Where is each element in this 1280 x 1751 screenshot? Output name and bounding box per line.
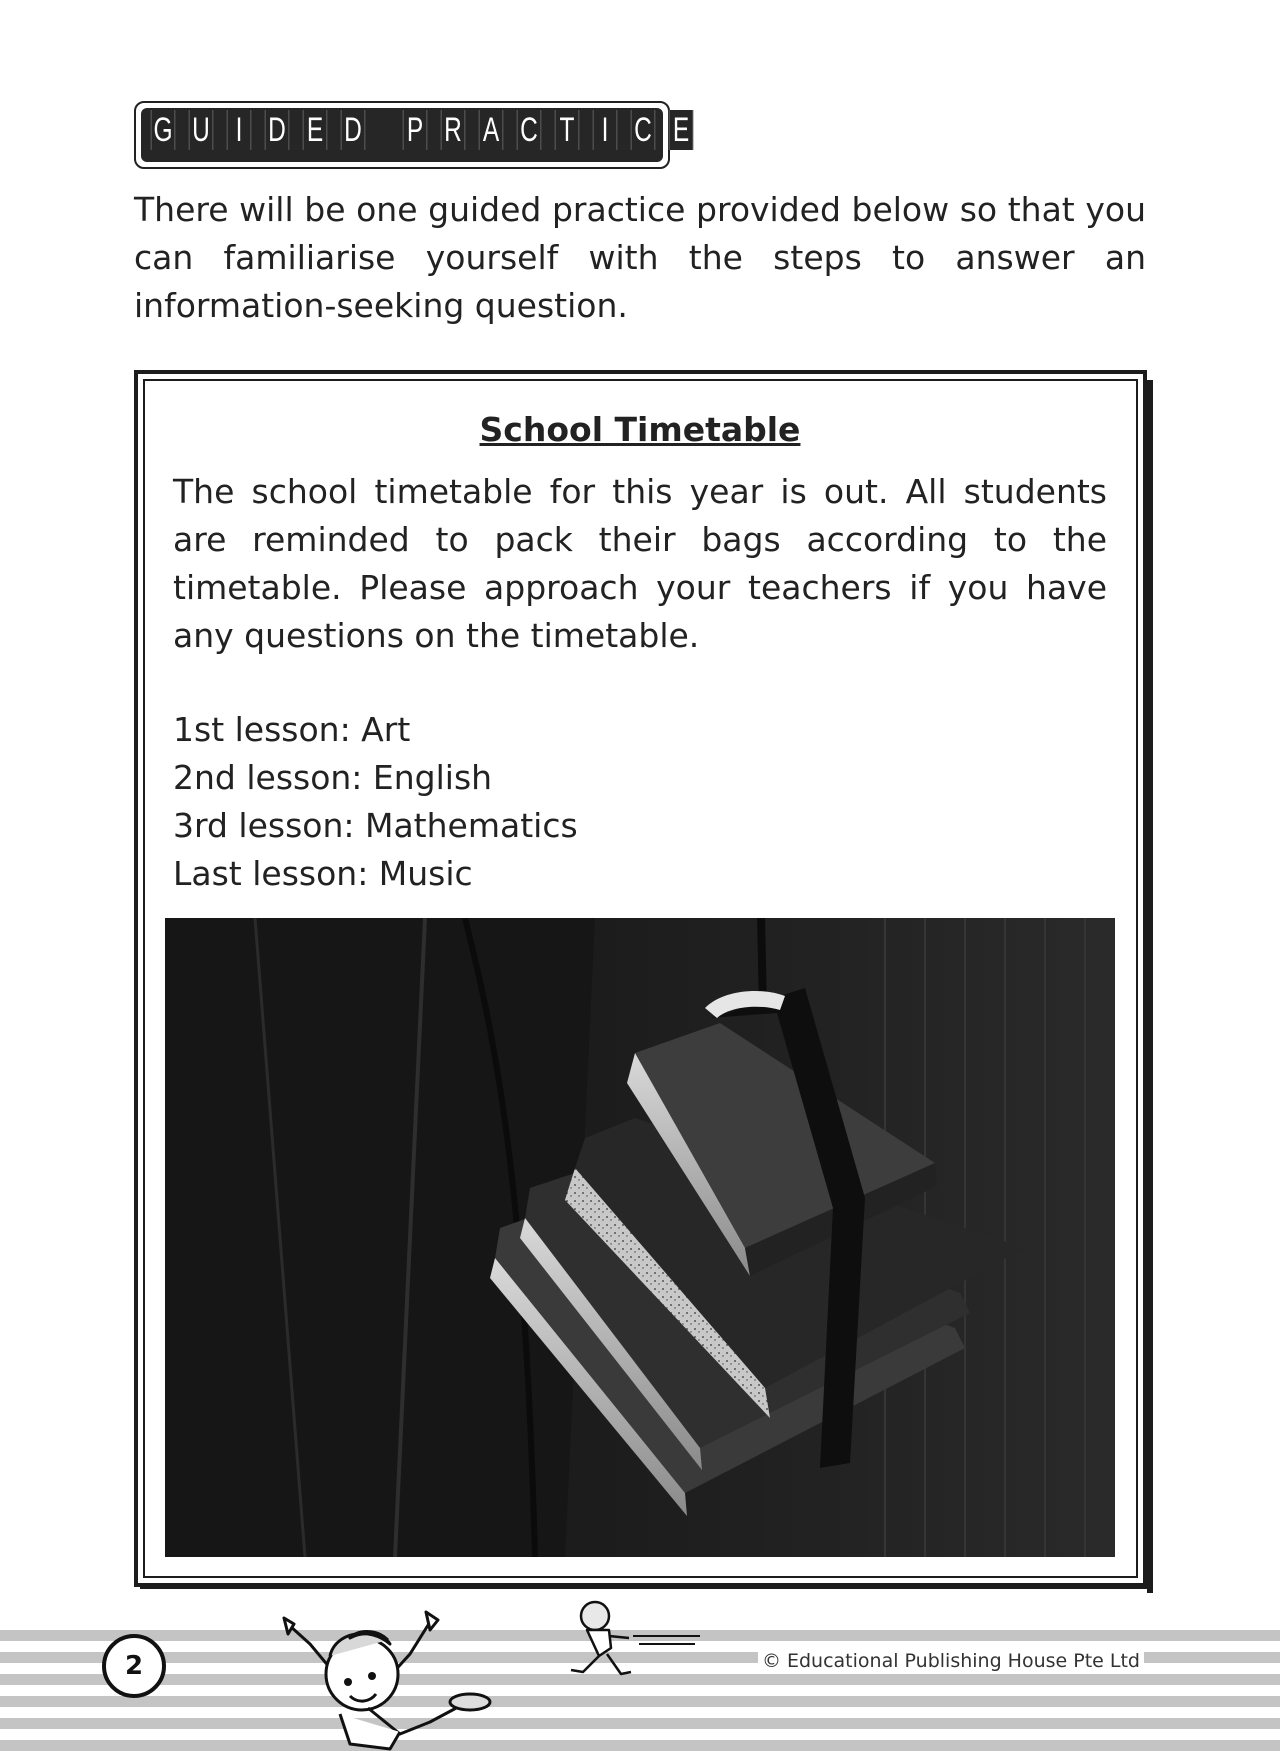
frame-shadow: [140, 1583, 1153, 1589]
banner-letter: T: [555, 110, 579, 150]
banner-letter: A: [479, 110, 503, 150]
banner-letter: C: [517, 110, 541, 150]
lesson-item: Last lesson: Music: [173, 854, 473, 893]
banner-letter: D: [341, 110, 365, 150]
lesson-item: 1st lesson: Art: [173, 710, 411, 749]
banner-letter: G: [151, 110, 175, 150]
banner-letter: U: [189, 110, 213, 150]
lesson-item: 3rd lesson: Mathematics: [173, 806, 578, 845]
page-number: 2: [102, 1634, 166, 1698]
banner-letter: R: [441, 110, 465, 150]
running-kid-icon: [565, 1598, 705, 1688]
banner-letter: I: [227, 110, 251, 150]
banner-letter: P: [403, 110, 427, 150]
banner-letter: I: [593, 110, 617, 150]
books-photo: [165, 918, 1115, 1557]
notice-body: The school timetable for this year is out. All students are reminded to pack their bags according to the timetable. Please approach your teachers if you have any questions on the timetable.: [173, 472, 1107, 655]
banner-letter: [377, 110, 391, 150]
banner-letter: C: [631, 110, 655, 150]
lesson-list: [173, 706, 1073, 898]
cartoon-kid-icon: [280, 1604, 500, 1751]
copyright-text: © Educational Publishing House Pte Ltd: [758, 1650, 1144, 1672]
banner-letter: E: [669, 110, 693, 150]
intro-paragraph: There will be one guided practice provided below so that you can familiarise yourself with the steps to answer an information-seeking question.: [134, 190, 1146, 325]
banner-title: [146, 110, 698, 150]
banner-letter: D: [265, 110, 289, 150]
section-banner: [134, 101, 690, 169]
notice-title: School Timetable: [479, 410, 801, 449]
lesson-item: 2nd lesson: English: [173, 758, 493, 797]
banner-letter: E: [303, 110, 327, 150]
